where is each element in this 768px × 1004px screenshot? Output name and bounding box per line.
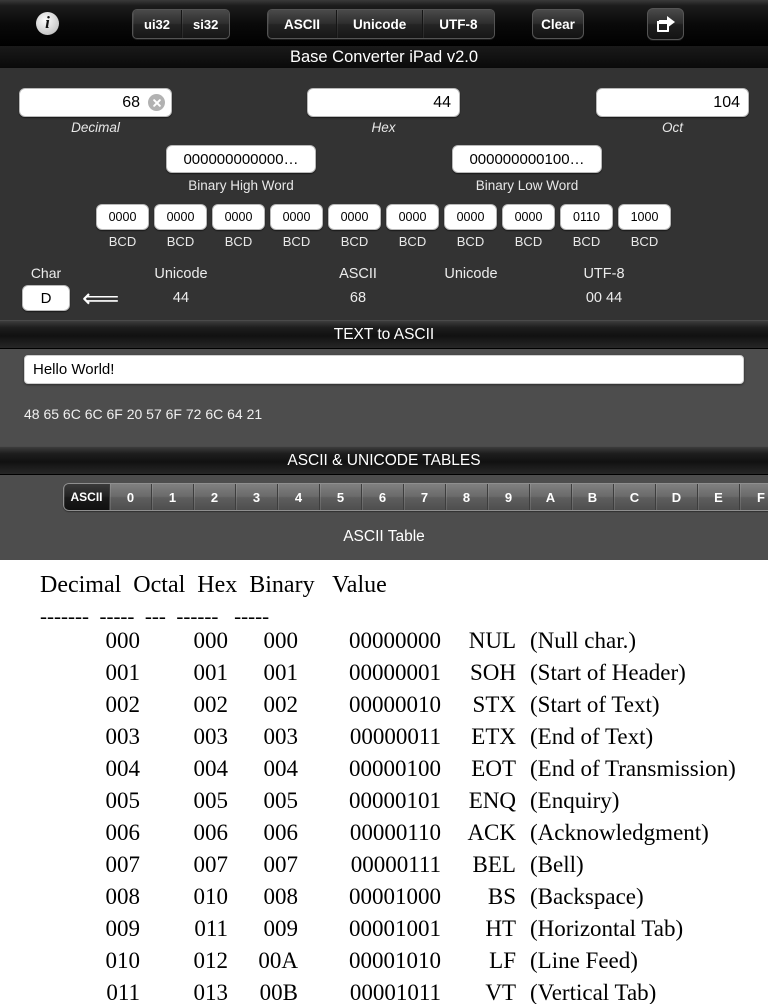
table-row [40, 852, 736, 884]
cell-hex: 007 [263, 852, 298, 877]
bcd-label-0: BCD [108, 234, 137, 249]
cell-hex: 008 [263, 884, 298, 909]
cell-val: LF [489, 948, 516, 973]
encoding-segmented-control[interactable] [267, 9, 495, 39]
cell-dec: 011 [106, 980, 140, 1004]
oct-input[interactable] [596, 88, 749, 117]
cell-desc: (Line Feed) [530, 948, 638, 973]
cell-desc: (Backspace) [530, 884, 644, 909]
bcd-cell [444, 204, 497, 249]
hex-segment-5[interactable]: 5 [320, 484, 362, 510]
cell-bin: 00000101 [349, 788, 441, 813]
segment-ui32[interactable]: ui32 [133, 10, 182, 38]
hex-segment-ascii[interactable]: ASCII [64, 484, 110, 510]
cell-dec: 009 [105, 916, 140, 941]
left-arrow-icon: ⟸ [82, 283, 120, 313]
decimal-value: 68 [122, 93, 140, 111]
hex-segment-9[interactable]: 9 [488, 484, 530, 510]
table-row [40, 756, 736, 788]
cell-bin: 00001010 [349, 948, 441, 973]
bcd-cell [618, 204, 671, 249]
bcd-cell [270, 204, 323, 249]
cell-dec: 007 [105, 852, 140, 877]
cell-hex: 009 [263, 916, 298, 941]
cell-bin: 00000011 [349, 724, 441, 749]
hex-segment-0[interactable]: 0 [110, 484, 152, 510]
table-row [40, 820, 736, 852]
hex-segment-6[interactable]: 6 [362, 484, 404, 510]
bcd-input-6[interactable]: 0000 [444, 204, 497, 230]
table-row [40, 628, 736, 660]
segment-unicode[interactable]: Unicode [337, 10, 423, 38]
cell-val: SOH [469, 660, 516, 685]
char-col-header-3: UTF-8 [583, 266, 625, 282]
bcd-cell [560, 204, 613, 249]
cell-desc: (Acknowledgment) [530, 820, 709, 845]
cell-desc: (Enquiry) [530, 788, 620, 813]
ascii-table-rule: ------- ----- --- ------ ----- [40, 604, 270, 628]
cell-val: NUL [468, 628, 516, 653]
cell-desc: (Horizontal Tab) [530, 916, 684, 941]
hex-value: 44 [433, 93, 451, 111]
bcd-input-0[interactable]: 0000 [96, 204, 149, 230]
bcd-input-9[interactable]: 1000 [618, 204, 671, 230]
cell-val: ENQ [468, 788, 516, 813]
hex-segment-8[interactable]: 8 [446, 484, 488, 510]
cell-bin: 00001011 [349, 980, 441, 1004]
cell-desc: (Start of Text) [530, 692, 660, 717]
char-col-header-0: Unicode [154, 266, 208, 282]
cell-oct: 011 [194, 916, 228, 941]
table-row [40, 916, 736, 948]
hex-segment-c[interactable]: C [614, 484, 656, 510]
bcd-input-4[interactable]: 0000 [328, 204, 381, 230]
cell-bin: 00000000 [349, 628, 441, 653]
cell-bin: 00001001 [349, 916, 441, 941]
cell-dec: 002 [105, 692, 140, 717]
table-row [40, 980, 736, 1004]
tables-section-header: ASCII & UNICODE TABLES [0, 446, 768, 475]
hex-segment-1[interactable]: 1 [152, 484, 194, 510]
char-col-value-3: 00 44 [585, 290, 623, 306]
cell-hex: 001 [263, 660, 298, 685]
cell-bin: 00000111 [350, 852, 441, 877]
clear-decimal-icon[interactable] [148, 94, 165, 111]
share-icon [657, 16, 675, 32]
cell-dec: 010 [105, 948, 140, 973]
cell-oct: 006 [193, 820, 228, 845]
char-col-header-1: ASCII [339, 266, 377, 282]
cell-oct: 003 [193, 724, 228, 749]
cell-val: STX [472, 692, 516, 717]
segment-si32[interactable]: si32 [182, 10, 229, 38]
cell-hex: 000 [263, 628, 298, 653]
ascii-table-header: Decimal Octal Hex Binary Value [40, 572, 387, 598]
bcd-cell [328, 204, 381, 249]
bcd-label-1: BCD [166, 234, 195, 249]
bcd-row [96, 204, 671, 249]
segment-utf8[interactable]: UTF-8 [423, 10, 493, 38]
char-col-value-1: 68 [349, 290, 367, 306]
cell-val: BEL [472, 852, 516, 877]
cell-val: HT [485, 916, 516, 941]
cell-desc: (End of Transmission) [530, 756, 736, 781]
cell-oct: 012 [193, 948, 228, 973]
bcd-cell [386, 204, 439, 249]
ascii-table [0, 560, 768, 1004]
bcd-input-8[interactable]: 0110 [560, 204, 613, 230]
text-to-ascii-section [0, 349, 768, 446]
hex-segment-4[interactable]: 4 [278, 484, 320, 510]
bcd-input-1[interactable]: 0000 [154, 204, 207, 230]
decimal-input[interactable] [19, 88, 172, 117]
hex-output: 48 65 6C 6C 6F 20 57 6F 72 6C 64 21 [24, 406, 263, 422]
text-input[interactable]: Hello World! [24, 355, 744, 384]
char-col-value-0: 44 [172, 290, 190, 306]
cell-oct: 013 [193, 980, 228, 1004]
hex-page-segmented-control[interactable] [63, 483, 768, 511]
cell-bin: 00000110 [349, 820, 441, 845]
cell-oct: 004 [193, 756, 228, 781]
cell-dec: 005 [105, 788, 140, 813]
bcd-label-8: BCD [572, 234, 601, 249]
decimal-label: Decimal [71, 120, 120, 135]
cell-dec: 000 [105, 628, 140, 653]
bcd-input-2[interactable]: 0000 [212, 204, 265, 230]
bcd-label-3: BCD [282, 234, 311, 249]
info-icon[interactable]: i [36, 12, 59, 35]
hex-segment-7[interactable]: 7 [404, 484, 446, 510]
bcd-input-3[interactable]: 0000 [270, 204, 323, 230]
table-row [40, 948, 736, 980]
cell-bin: 00000100 [349, 756, 441, 781]
cell-hex: 006 [263, 820, 298, 845]
cell-hex: 004 [263, 756, 298, 781]
cell-oct: 000 [193, 628, 228, 653]
bcd-label-6: BCD [456, 234, 485, 249]
hex-segment-3[interactable]: 3 [236, 484, 278, 510]
table-title: ASCII Table [343, 528, 425, 545]
cell-desc: (End of Text) [530, 724, 654, 749]
bcd-input-7[interactable]: 0000 [502, 204, 555, 230]
int-mode-segmented-control[interactable] [132, 9, 230, 39]
cell-hex: 00A [258, 948, 298, 973]
cell-dec: 001 [105, 660, 140, 685]
table-row [40, 884, 736, 916]
cell-val: VT [485, 980, 516, 1004]
cell-val: ETX [471, 724, 516, 749]
bcd-cell [212, 204, 265, 249]
bcd-label-2: BCD [224, 234, 253, 249]
char-value: D [40, 289, 52, 307]
cell-oct: 005 [193, 788, 228, 813]
cell-dec: 003 [105, 724, 140, 749]
cell-hex: 00B [259, 980, 298, 1004]
bcd-label-4: BCD [340, 234, 369, 249]
converter-panel [0, 68, 768, 320]
binary-high-word-input[interactable] [166, 145, 316, 173]
binary-high-word-value: 000000000000… [183, 150, 299, 168]
char-col-header-2: Unicode [444, 266, 498, 282]
binary-low-word-label: Binary Low Word [475, 178, 579, 193]
cell-bin: 00001000 [349, 884, 441, 909]
cell-dec: 008 [105, 884, 140, 909]
cell-val: EOT [471, 756, 516, 781]
cell-desc: (Vertical Tab) [530, 980, 657, 1004]
hex-input[interactable] [307, 88, 460, 117]
cell-bin: 00000010 [349, 692, 441, 717]
page-title: Base Converter iPad v2.0 [0, 46, 768, 68]
hex-segment-a[interactable]: A [530, 484, 572, 510]
binary-low-word-input[interactable] [452, 145, 602, 173]
hex-segment-d[interactable]: D [656, 484, 698, 510]
hex-segment-2[interactable]: 2 [194, 484, 236, 510]
cell-desc: (Start of Header) [530, 660, 686, 685]
bcd-cell [502, 204, 555, 249]
char-input[interactable] [22, 285, 70, 311]
cell-desc: (Null char.) [530, 628, 637, 653]
binary-low-word-value: 000000000100… [469, 150, 585, 168]
clear-button[interactable]: Clear [532, 9, 584, 39]
cell-val: ACK [467, 820, 516, 845]
top-toolbar [0, 0, 768, 48]
cell-oct: 002 [193, 692, 228, 717]
cell-oct: 001 [193, 660, 228, 685]
tables-section [0, 475, 768, 560]
cell-dec: 006 [105, 820, 140, 845]
hex-segment-b[interactable]: B [572, 484, 614, 510]
cell-dec: 004 [105, 756, 140, 781]
text-to-ascii-header: TEXT to ASCII [0, 320, 768, 349]
cell-oct: 010 [193, 884, 228, 909]
segment-ascii[interactable]: ASCII [268, 10, 337, 38]
cell-hex: 005 [263, 788, 298, 813]
table-row [40, 788, 736, 820]
cell-hex: 002 [263, 692, 298, 717]
ascii-table-body [40, 628, 736, 1004]
hex-segment-f[interactable]: F [740, 484, 768, 510]
table-row [40, 724, 736, 756]
oct-label: Oct [661, 120, 683, 135]
bcd-label-5: BCD [398, 234, 427, 249]
cell-desc: (Bell) [530, 852, 584, 877]
table-row [40, 660, 736, 692]
cell-bin: 00000001 [349, 660, 441, 685]
share-button[interactable] [647, 8, 684, 40]
cell-oct: 007 [193, 852, 228, 877]
bcd-cell [96, 204, 149, 249]
bcd-input-5[interactable]: 0000 [386, 204, 439, 230]
bcd-label-7: BCD [514, 234, 543, 249]
bcd-cell [154, 204, 207, 249]
cell-val: BS [487, 884, 516, 909]
table-row [40, 692, 736, 724]
bcd-label-9: BCD [630, 234, 659, 249]
hex-label: Hex [371, 120, 396, 135]
cell-hex: 003 [263, 724, 298, 749]
binary-high-word-label: Binary High Word [188, 178, 294, 193]
hex-segment-e[interactable]: E [698, 484, 740, 510]
char-label: Char [30, 265, 62, 281]
oct-value: 104 [713, 93, 740, 111]
